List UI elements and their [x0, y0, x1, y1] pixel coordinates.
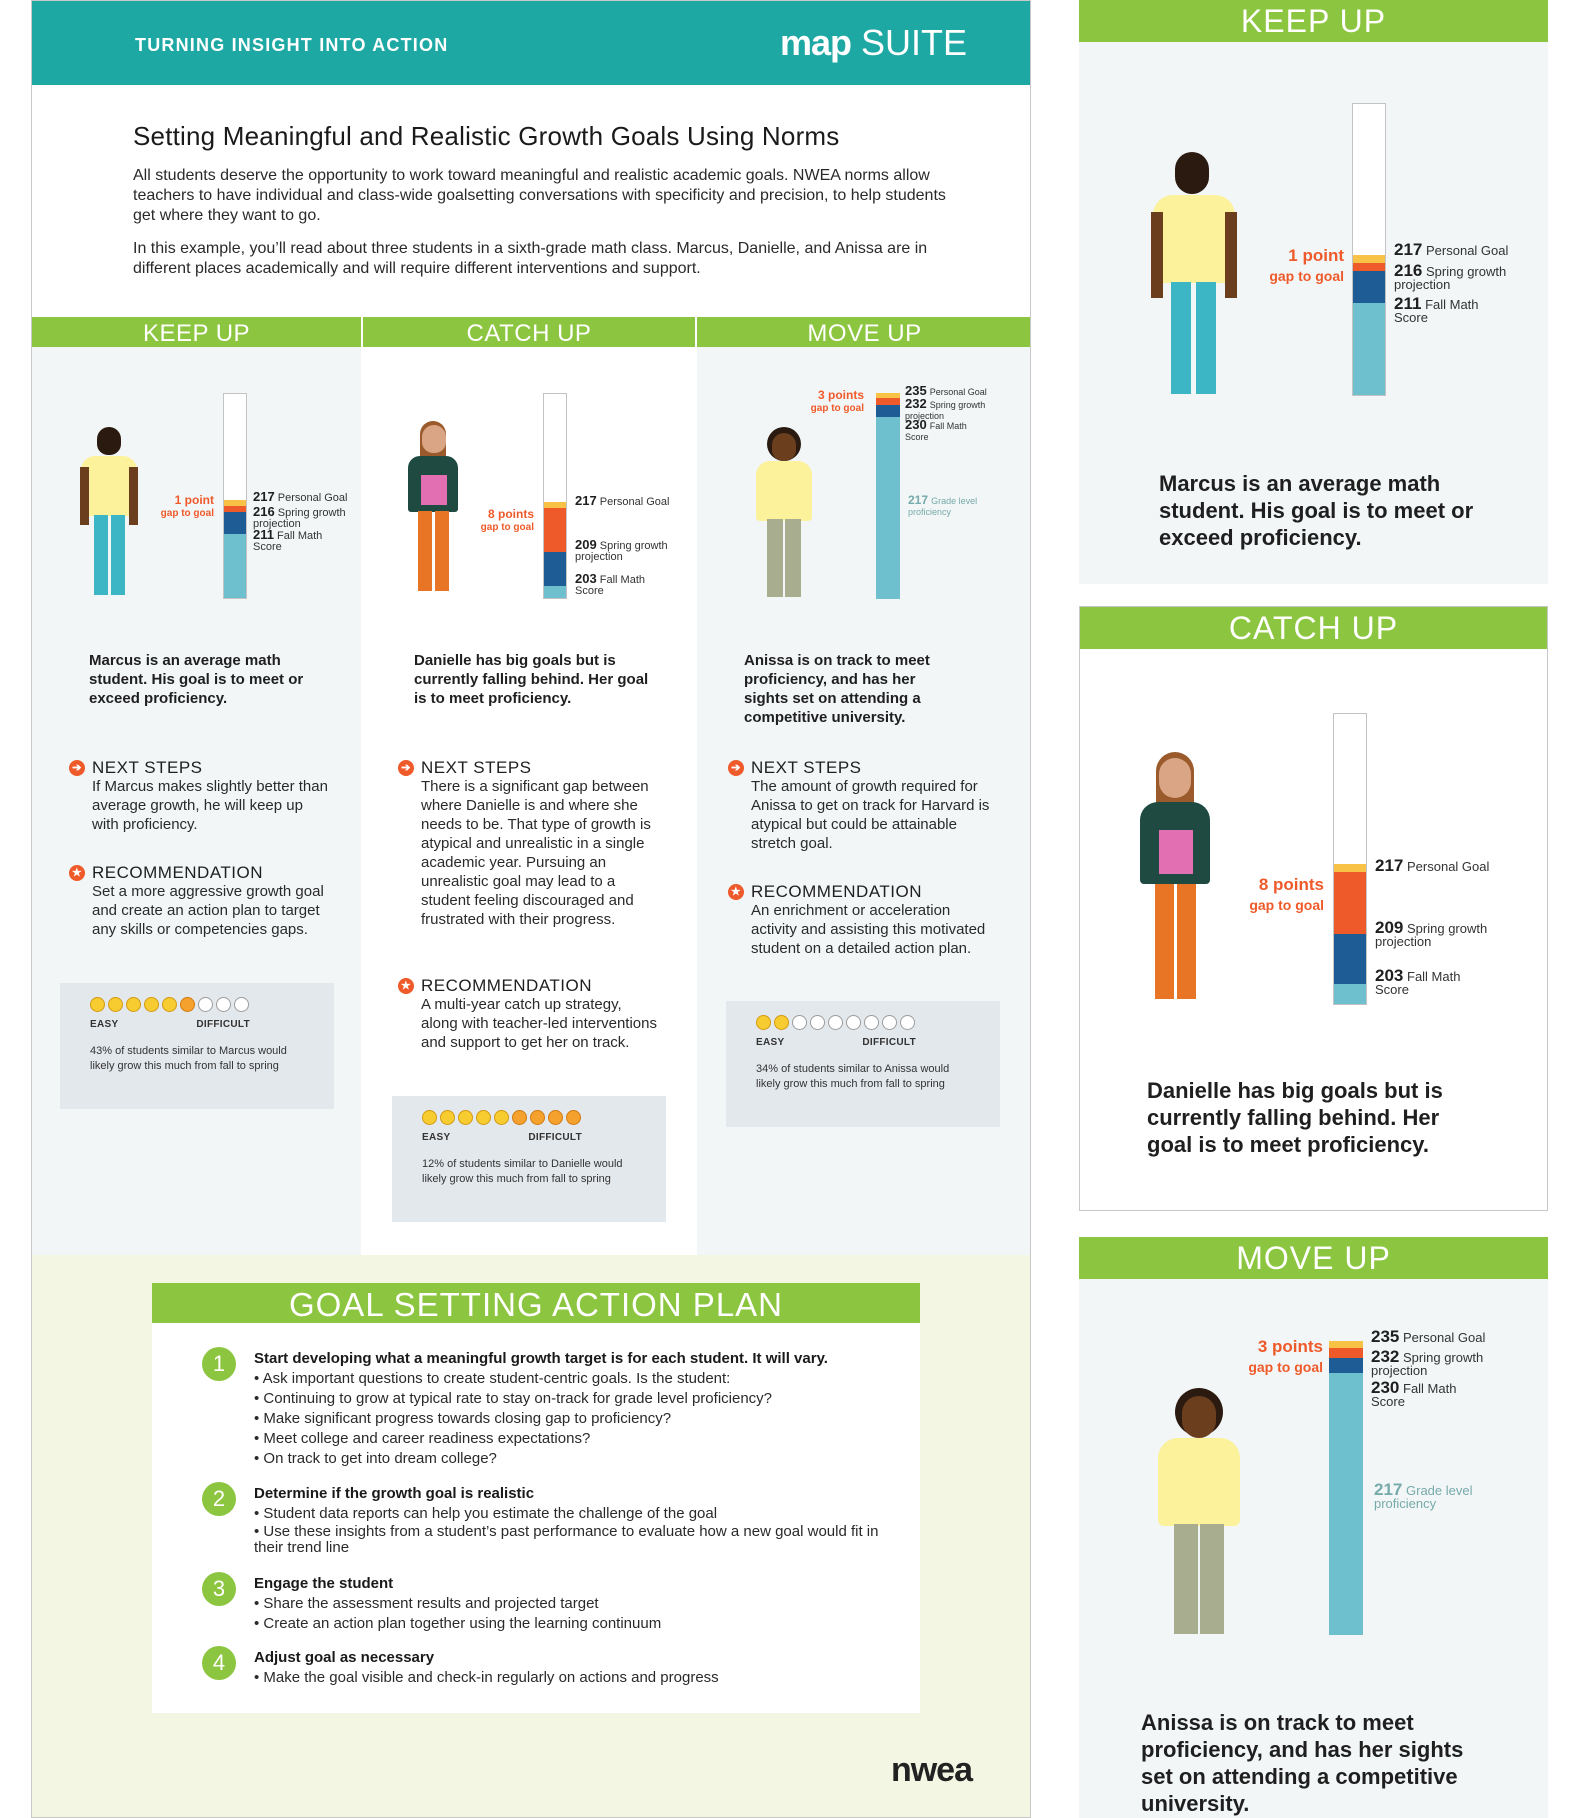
- difficulty-dot-filled: [162, 997, 177, 1012]
- danielle-book: [421, 475, 447, 505]
- difficulty-dots: [90, 997, 304, 1012]
- card-danielle-head: [1159, 758, 1191, 798]
- marcus-label-fall: 211 Fall Math Score: [253, 527, 323, 553]
- easy-label: EASY: [422, 1132, 451, 1143]
- marcus-label-spring: 216 Spring growth projection: [253, 504, 346, 530]
- difficulty-dot-filled: [422, 1110, 437, 1125]
- card-danielle-gap: 8 points gap to goal: [1249, 875, 1324, 913]
- card-anissa-label-proficiency: 217 Grade level proficiency: [1374, 1480, 1473, 1511]
- danielle-recommendation: ★ RECOMMENDATION A multi-year catch up strategy, along with teacher-led interventions and support to get her on track.: [421, 976, 661, 1052]
- anissa-gap-segment: [876, 398, 900, 405]
- arrow-circle-icon: ➔: [398, 760, 414, 776]
- difficulty-dot-empty: [900, 1015, 915, 1030]
- difficulty-dot-filled: [440, 1110, 455, 1125]
- anissa-difficulty-box: [726, 1001, 1000, 1127]
- anissa-label-fall: 230 Fall Math Score: [905, 417, 967, 442]
- difficulty-dot-filled: [108, 997, 123, 1012]
- plan-step-2: [212, 1484, 894, 1556]
- card-growth-segment: [1353, 271, 1385, 303]
- card-marcus-label-fall: 211 Fall Math Score: [1394, 294, 1479, 325]
- card-growth-segment: [1329, 1358, 1363, 1373]
- easy-label: EASY: [756, 1037, 785, 1048]
- star-circle-icon: ★: [69, 865, 85, 881]
- card-danielle-book: [1159, 830, 1193, 874]
- plan-bullet: • Share the assessment results and projected target: [254, 1595, 599, 1612]
- card-catch-up: [1079, 606, 1548, 1211]
- difficulty-note: 43% of students similar to Marcus would likely grow this much from fall to spring: [90, 1045, 287, 1072]
- danielle-head: [422, 425, 446, 453]
- card-danielle-label-spring: 209 Spring growth projection: [1375, 918, 1488, 949]
- step-number-3: 3: [202, 1572, 236, 1606]
- difficulty-dot-filled: [458, 1110, 473, 1125]
- danielle-gap-label: 8 points gap to goal: [480, 507, 534, 533]
- card-marcus-label-goal: 217 Personal Goal: [1394, 240, 1509, 259]
- card-marcus-leg-left: [1171, 282, 1191, 394]
- plan-bullet: • Meet college and career readiness expectations?: [254, 1430, 591, 1447]
- marcus-label-goal: 217 Personal Goal: [253, 489, 348, 504]
- card-anissa-leg-left: [1174, 1524, 1198, 1634]
- difficulty-dot-empty: [198, 997, 213, 1012]
- danielle-label-spring: 209 Spring growth projection: [575, 537, 668, 563]
- card-marcus-gap: 1 point gap to goal: [1269, 246, 1344, 284]
- poster-header: [32, 1, 1031, 85]
- card-anissa-label-goal: 235 Personal Goal: [1371, 1327, 1486, 1346]
- card-anissa-shirt: [1158, 1438, 1240, 1526]
- anissa-next-steps: ➔ NEXT STEPS The amount of growth required for Anissa to get on track for Harvard is atypical but could be attainable stretch goal.: [751, 758, 996, 853]
- plan-step-title: Engage the student: [254, 1575, 394, 1592]
- marcus-recommendation: ★ RECOMMENDATION Set a more aggressive growth goal and create an action plan to target any skills or competencies gaps.: [92, 863, 332, 939]
- difficult-label: DIFFICULT: [196, 1019, 250, 1030]
- danielle-gap-segment: [544, 508, 566, 552]
- marcus-gap-label: 1 point gap to goal: [160, 493, 214, 519]
- card-danielle-bar: [1333, 713, 1367, 1005]
- marcus-head: [97, 427, 121, 455]
- difficulty-dots: [422, 1110, 636, 1125]
- card-anissa-leg-right: [1200, 1524, 1224, 1634]
- marcus-growth-segment: [224, 512, 246, 534]
- card-keep-up: [1079, 0, 1548, 584]
- card-anissa-gap: 3 points gap to goal: [1248, 1337, 1323, 1375]
- plan-step-title: Start developing what a meaningful growth target is for each student. It will vary.: [254, 1350, 828, 1367]
- card-goal-segment: [1334, 864, 1366, 872]
- card-marcus-arm-left: [1151, 212, 1163, 298]
- action-plan-section: [32, 1255, 1031, 1818]
- card-fall-segment: [1334, 984, 1366, 1005]
- action-plan-title: GOAL SETTING ACTION PLAN: [152, 1283, 920, 1323]
- anissa-score-bar: [876, 393, 900, 599]
- card-marcus-label-spring: 216 Spring growth projection: [1394, 261, 1507, 292]
- band-catch-up: CATCH UP: [363, 317, 695, 347]
- anissa-gap-label: 3 points gap to goal: [810, 388, 864, 414]
- star-circle-icon: ★: [728, 884, 744, 900]
- danielle-growth-segment: [544, 552, 566, 586]
- anissa-label-goal: 235 Personal Goal: [905, 383, 987, 398]
- card-move-up-title: MOVE UP: [1079, 1237, 1548, 1279]
- card-marcus-leg-right: [1196, 282, 1216, 394]
- anissa-recommendation: ★ RECOMMENDATION An enrichment or acceleration activity and assisting this motivated student on a detailed action plan.: [751, 882, 996, 958]
- danielle-leg-right: [435, 511, 449, 591]
- card-danielle-description: Danielle has big goals but is currently falling behind. Her goal is to meet proficiency.: [1147, 1078, 1443, 1157]
- arrow-circle-icon: ➔: [69, 760, 85, 776]
- plan-bullet: • On track to get into dream college?: [254, 1450, 497, 1467]
- difficulty-dot-filled: [126, 997, 141, 1012]
- difficulty-dot-filled: [144, 997, 159, 1012]
- card-goal-segment: [1329, 1341, 1363, 1348]
- anissa-shirt: [756, 461, 812, 521]
- card-gap-segment: [1353, 263, 1385, 271]
- card-keep-up-title: KEEP UP: [1079, 0, 1548, 42]
- marcus-leg-left: [94, 515, 108, 595]
- card-growth-segment: [1334, 934, 1366, 984]
- arrow-circle-icon: ➔: [728, 760, 744, 776]
- danielle-description: Danielle has big goals but is currently falling behind. Her goal is to meet proficiency.: [414, 652, 649, 707]
- page-title: Setting Meaningful and Realistic Growth Goals Using Norms: [133, 121, 840, 151]
- difficulty-dot-empty: [792, 1015, 807, 1030]
- difficulty-note: 34% of students similar to Anissa would likely grow this much from fall to spring: [756, 1063, 950, 1090]
- plan-bullet: • Make the goal visible and check-in regularly on actions and progress: [254, 1669, 719, 1686]
- difficult-label: DIFFICULT: [862, 1037, 916, 1048]
- difficulty-dot-filled: [180, 997, 195, 1012]
- difficulty-dot-empty: [234, 997, 249, 1012]
- plan-bullet: • Create an action plan together using the learning continuum: [254, 1615, 662, 1632]
- anissa-description: Anissa is on track to meet proficiency, and has her sights set on attending a competitive university.: [744, 652, 930, 726]
- difficulty-dot-empty: [864, 1015, 879, 1030]
- plan-bullet: • Ask important questions to create student-centric goals. Is the student:: [254, 1370, 731, 1387]
- card-marcus-bar: [1352, 103, 1386, 396]
- anissa-label-proficiency: 217 Grade level proficiency: [908, 493, 978, 517]
- map-suite-logo: map SUITE: [779, 22, 967, 63]
- action-plan-box: [152, 1283, 920, 1713]
- card-goal-segment: [1353, 255, 1385, 263]
- main-poster: [31, 0, 1031, 1818]
- plan-step-3: [212, 1574, 894, 1634]
- difficulty-dot-filled: [90, 997, 105, 1012]
- marcus-next-steps: ➔ NEXT STEPS If Marcus makes slightly better than average growth, he will keep up with proficiency.: [92, 758, 332, 834]
- difficult-label: DIFFICULT: [528, 1132, 582, 1143]
- difficulty-dot-filled: [476, 1110, 491, 1125]
- danielle-next-steps: ➔ NEXT STEPS There is a significant gap between where Danielle is and where she needs to be. That type of growth is atypical and unrealistic in a single academic year. Pursuing an unrealistic goal may lead to a student feeling discouraged and frustrated with their progress.: [421, 758, 661, 929]
- intro-paragraph-1: All students deserve the opportunity to work toward meaningful and realistic academic goals. NWEA norms allow teachers to have individual and class-wide goalsetting conversations with specificity and precision, to help students get where they want to go.: [133, 167, 946, 224]
- difficulty-dot-filled: [566, 1110, 581, 1125]
- step-number-1: 1: [202, 1347, 236, 1381]
- danielle-leg-left: [418, 511, 432, 591]
- marcus-difficulty-box: [60, 983, 334, 1109]
- card-danielle-label-fall: 203 Fall Math Score: [1375, 966, 1461, 997]
- marcus-description: Marcus is an average math student. His goal is to meet or exceed proficiency.: [89, 652, 304, 707]
- card-danielle-leg-left: [1155, 884, 1174, 999]
- header-tagline: TURNING INSIGHT INTO ACTION: [135, 35, 449, 55]
- anissa-growth-segment: [876, 405, 900, 417]
- marcus-arm-left: [80, 467, 89, 525]
- difficulty-dot-filled: [548, 1110, 563, 1125]
- card-marcus-description: Marcus is an average math student. His goal is to meet or exceed proficiency.: [1159, 471, 1474, 550]
- card-anissa-head: [1182, 1396, 1216, 1438]
- difficulty-dot-filled: [530, 1110, 545, 1125]
- plan-step-title: Adjust goal as necessary: [254, 1649, 435, 1666]
- difficulty-dot-empty: [882, 1015, 897, 1030]
- star-circle-icon: ★: [398, 978, 414, 994]
- card-anissa-label-spring: 232 Spring growth projection: [1371, 1347, 1484, 1378]
- difficulty-dot-filled: [512, 1110, 527, 1125]
- danielle-difficulty-box: [392, 1096, 666, 1222]
- marcus-fall-segment: [224, 534, 246, 599]
- difficulty-dot-filled: [774, 1015, 789, 1030]
- plan-step-4: [212, 1648, 894, 1688]
- difficulty-note: 12% of students similar to Danielle would likely grow this much from fall to spring: [422, 1158, 623, 1185]
- band-keep-up: KEEP UP: [32, 317, 361, 347]
- card-marcus-shirt: [1153, 195, 1235, 283]
- anissa-head: [772, 433, 796, 461]
- anissa-label-spring: 232 Spring growth projection: [905, 396, 986, 421]
- nwea-logo: nwea: [890, 1751, 972, 1789]
- difficulty-dot-filled: [756, 1015, 771, 1030]
- plan-bullet: • Make significant progress towards closing gap to proficiency?: [254, 1410, 672, 1427]
- band-move-up: MOVE UP: [697, 317, 1031, 347]
- card-move-up: [1079, 1237, 1548, 1818]
- plan-bullet: • Student data reports can help you estimate the challenge of the goal: [254, 1505, 718, 1522]
- difficulty-dot-empty: [846, 1015, 861, 1030]
- difficulty-dot-empty: [810, 1015, 825, 1030]
- card-gap-segment: [1334, 872, 1366, 934]
- danielle-fall-segment: [544, 586, 566, 599]
- intro-section: [133, 121, 953, 292]
- card-gap-segment: [1329, 1348, 1363, 1358]
- intro-paragraph-2: In this example, you’ll read about three students in a sixth-grade math class. Marcus, Danielle, and Anissa are in different places academically and will require different interventions and support.: [133, 240, 928, 277]
- card-anissa-label-fall: 230 Fall Math Score: [1371, 1378, 1457, 1409]
- plan-bullet: • Continuing to grow at typical rate to stay on-track for grade level proficiency?: [254, 1390, 773, 1407]
- plan-step-title: Determine if the growth goal is realistic: [254, 1485, 535, 1502]
- card-anissa-bar: [1329, 1341, 1363, 1635]
- anissa-leg-right: [785, 519, 801, 597]
- difficulty-dot-empty: [216, 997, 231, 1012]
- card-catch-up-title: CATCH UP: [1080, 607, 1547, 649]
- card-marcus-head: [1175, 152, 1209, 194]
- danielle-label-goal: 217 Personal Goal: [575, 493, 670, 508]
- danielle-label-fall: 203 Fall Math Score: [575, 571, 646, 597]
- card-anissa-figure: [1158, 1388, 1240, 1633]
- plan-bullet: • Use these insights from a student’s past performance to evaluate how a new goal would fit in their trend line: [254, 1523, 879, 1556]
- card-danielle-leg-right: [1177, 884, 1196, 999]
- card-danielle-label-goal: 217 Personal Goal: [1375, 856, 1490, 875]
- difficulty-dots: [756, 1015, 970, 1030]
- anissa-leg-left: [767, 519, 783, 597]
- easy-label: EASY: [90, 1019, 119, 1030]
- plan-step-1: [212, 1349, 894, 1469]
- card-anissa-description: Anissa is on track to meet proficiency, and has her sights set on attending a competitive university.: [1141, 1710, 1464, 1816]
- marcus-leg-right: [111, 515, 125, 595]
- danielle-score-bar: [543, 393, 567, 599]
- card-fall-segment: [1353, 303, 1385, 396]
- difficulty-dot-filled: [494, 1110, 509, 1125]
- step-number-2: 2: [202, 1482, 236, 1516]
- marcus-score-bar: [223, 393, 247, 599]
- difficulty-dot-empty: [828, 1015, 843, 1030]
- step-number-4: 4: [202, 1646, 236, 1680]
- card-marcus-figure: [1153, 152, 1235, 397]
